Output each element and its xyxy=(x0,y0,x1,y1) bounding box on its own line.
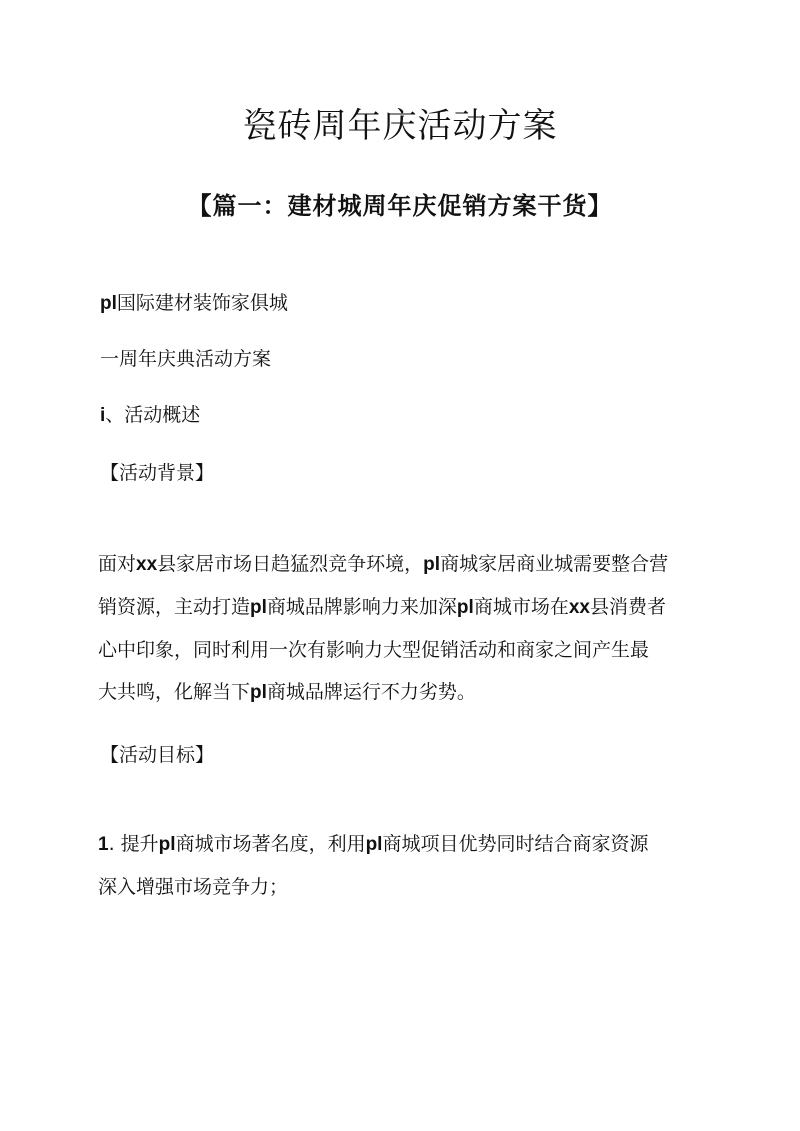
text-run: 商城品牌影响力来加深 xyxy=(266,596,457,618)
paragraph-line xyxy=(98,671,718,714)
text-run: 商城项目优势同时结合商家资源 xyxy=(382,833,649,855)
company-heading xyxy=(100,288,288,315)
paragraph-line xyxy=(98,586,718,629)
paragraph-line xyxy=(98,543,718,586)
document-title: 瓷砖周年庆活动方案 xyxy=(242,106,558,146)
event-heading: 一周年庆典活动方案 xyxy=(100,348,272,370)
list-number: 1 xyxy=(98,834,109,855)
goal-item-1 xyxy=(98,823,718,908)
document-subtitle: 【篇一：建材城周年庆促销方案干货】 xyxy=(187,191,613,220)
text-run: 商城市场著名度，利用 xyxy=(175,833,366,855)
text-run: 销资源，主动打造 xyxy=(98,596,251,618)
company-name: 国际建材装饰家俱城 xyxy=(116,292,288,314)
paragraph-line: 心中印象，同时利用一次有影响力大型促销活动和商家之间产生最 xyxy=(98,639,650,661)
text-run: 县消费者 xyxy=(589,596,666,618)
company-prefix: pl xyxy=(100,293,117,314)
text-run: pl xyxy=(423,554,441,575)
text-run: xx xyxy=(136,554,158,575)
text-run: pl xyxy=(456,597,474,618)
paragraph-line: 深入增强市场竞争力； xyxy=(98,876,289,898)
background-label: 【活动背景】 xyxy=(100,462,215,484)
section-number: i xyxy=(100,405,106,426)
text-run: 大共鸣，化解当下 xyxy=(98,681,251,703)
text-run: . 提升 xyxy=(108,833,159,855)
section-title: 、活动概述 xyxy=(105,404,201,426)
text-run: 商城家居商业城需要整合营 xyxy=(440,553,669,575)
text-run: 县家居市场日趋猛烈竞争环境， xyxy=(157,553,424,575)
text-run: pl xyxy=(250,682,267,703)
text-run: pl xyxy=(250,597,267,618)
text-run: pl xyxy=(365,834,383,855)
background-paragraph xyxy=(98,543,718,714)
text-run: 面对 xyxy=(98,553,137,575)
text-run: xx xyxy=(568,597,590,618)
goal-label: 【活动目标】 xyxy=(100,744,215,766)
paragraph-line xyxy=(98,823,718,866)
text-run: 商城市场在 xyxy=(473,596,569,618)
text-run: 商城品牌运行不力劣势。 xyxy=(266,681,476,703)
text-run: pl xyxy=(158,834,176,855)
section-heading xyxy=(100,400,200,427)
